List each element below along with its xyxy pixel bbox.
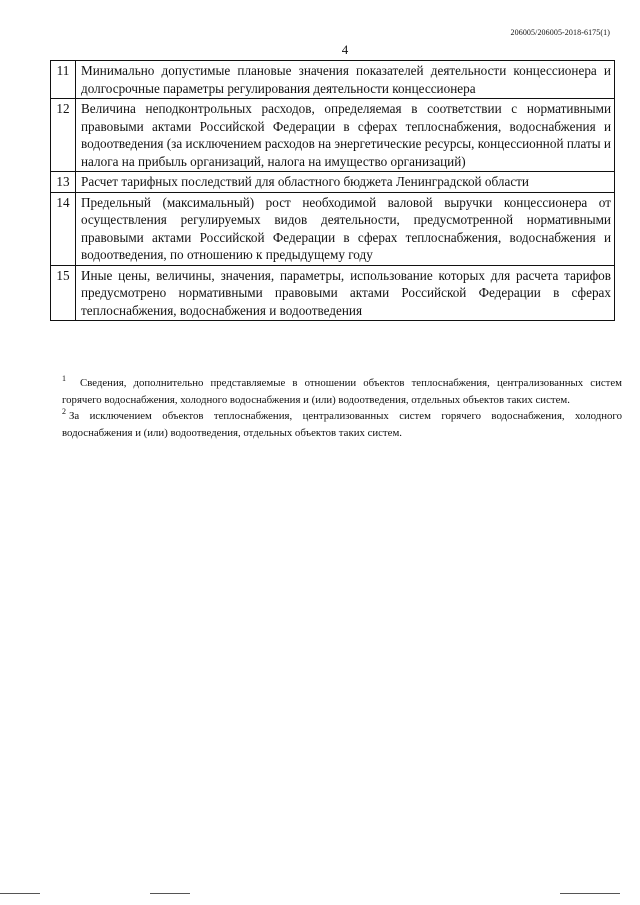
- footnote-mark: 2: [62, 407, 66, 416]
- row-text: Минимально допустимые плановые значения показателей деятельности концессионера и долгосрочные параметры регулирования деятельности концессионера: [76, 61, 615, 99]
- row-text: Расчет тарифных последствий для областного бюджета Ленинградской области: [76, 172, 615, 193]
- row-number: 11: [51, 61, 76, 99]
- items-table: [50, 60, 615, 321]
- table-row: [51, 61, 615, 99]
- row-number: 12: [51, 99, 76, 172]
- row-number: 15: [51, 265, 76, 321]
- footnote-mark: 1: [62, 374, 66, 383]
- row-text: Предельный (максимальный) рост необходимой валовой выручки концессионера от осуществления регулируемых видов деятельности, предусмотренной нормативными правовыми актами Российской Федерации в сферах теплоснабжения, водоснабжения и водоотведения, по отношению к предыдущему году: [76, 192, 615, 265]
- row-text: Величина неподконтрольных расходов, определяемая в соответствии с нормативными правовыми актами Российской Федерации в сферах теплоснабжения, водоснабжения и водоотведения (за исключением расходов на энергетические ресурсы, концессионной платы и налога на прибыль организаций, налога на имущество организаций): [76, 99, 615, 172]
- table-row: [51, 192, 615, 265]
- page-number: 4: [341, 42, 349, 57]
- scan-edge-line: [150, 893, 190, 894]
- footnote: [62, 408, 622, 441]
- row-number: 14: [51, 192, 76, 265]
- footnote: [62, 375, 622, 408]
- scan-edge-line: [0, 893, 40, 894]
- footnotes: [62, 375, 622, 441]
- footnote-text: За исключением объектов теплоснабжения, централизованных систем горячего водоснабжения, холодного водоснабжения и (или) водоотведения, отдельных объектов таких систем.: [62, 410, 622, 439]
- table-row: [51, 99, 615, 172]
- scan-edge-line: [560, 893, 620, 894]
- footnote-text: Сведения, дополнительно представляемые в отношении объектов теплоснабжения, централизованных систем горячего водоснабжения, холодного водоснабжения и (или) водоотведения, отдельных объектов таких систем.: [62, 377, 622, 406]
- document-id: 206005/206005-2018-6175(1): [510, 28, 610, 37]
- row-number: 13: [51, 172, 76, 193]
- table-row: [51, 265, 615, 321]
- row-text: Иные цены, величины, значения, параметры, использование которых для расчета тарифов предусмотрено нормативными правовыми актами Российской Федерации в сферах теплоснабжения, водоснабжения и водоотведения: [76, 265, 615, 321]
- table-row: [51, 172, 615, 193]
